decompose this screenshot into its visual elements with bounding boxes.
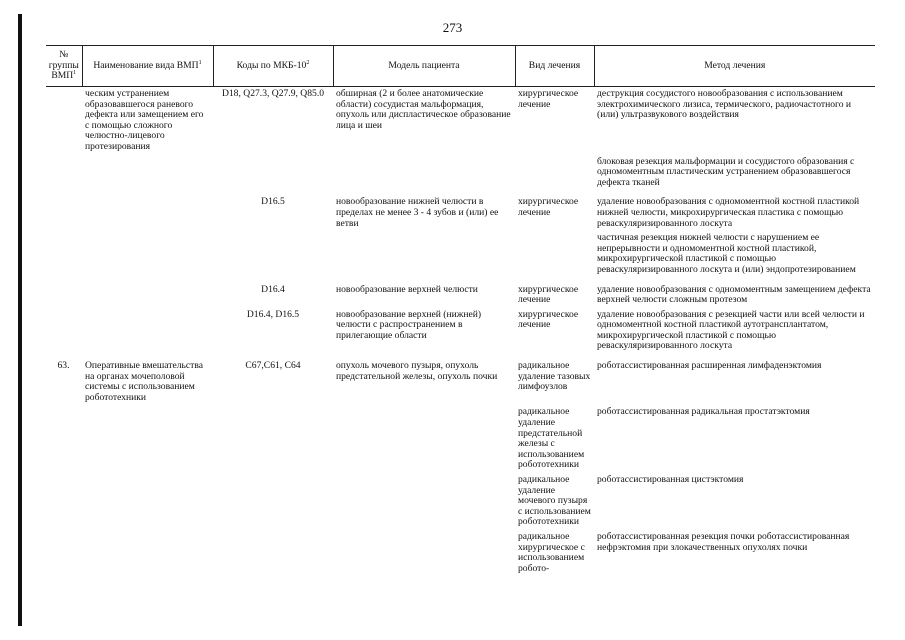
cell-treatment [515,155,594,191]
cell-num [46,530,82,576]
cell-codes [213,231,333,277]
table-row [46,405,875,473]
page-number: 273 [442,20,463,35]
cell-model: новообразование верхней челюсти [336,283,478,295]
cell-codes: D18, Q27.3, Q27.9, Q85.0 [221,88,325,99]
cell-vmp [82,473,213,530]
header-group-no: № группы ВМП$^1$ [46,46,82,87]
table-header-row [46,46,875,87]
table-row [46,530,875,576]
left-margin-bar [18,14,22,626]
cell-treatment: радикальное хирургическое с использованием робото- [518,530,585,574]
cell-method: роботассистированная резекция почки роботассистированная нефрэктомия при злокачественных опухолях почки [597,530,850,553]
cell-model: новообразование нижней челюсти в пределах не менее 3 - 4 зубов и (или) ее ветви [336,196,499,229]
table-row [46,473,875,530]
cell-codes: C67,C61, C64 [245,360,301,372]
cell-codes [213,530,333,576]
cell-model: обширная (2 и более анатомические области) сосудистая мальформация, опухоль или диспластическое образование лица и шеи [336,88,511,131]
cell-treatment: хирургическое лечение [518,308,579,331]
cell-method: деструкция сосудистого новообразования с использованием электрохимического лизиса, термического, радиочастотного и (или) ультразвукового воздействия [597,88,852,121]
cell-method: удаление новообразования с резекцией части или всей челюсти и одномоментной костной пластикой аутотрансплантатом, микрохирургической пластикой с помощью реваскуляризированного лоскута [597,308,865,352]
cell-vmp [82,530,213,576]
cell-treatment: хирургическое лечение [518,283,579,306]
cell-num [46,155,82,191]
cell-num [46,190,82,231]
header-mkb-codes: Коды по МКБ-$10^2$ [213,46,333,87]
cell-vmp [82,231,213,277]
cell-codes [213,405,333,473]
cell-num [46,87,82,155]
cell-vmp [82,155,213,191]
table-row [46,308,875,354]
cell-treatment: хирургическое лечение [518,88,579,110]
cell-treatment [515,231,594,277]
cell-vmp: ческим устранением образовавшегося раневого дефекта или замещением его с помощью сложного челюстно-лицевого протезирования [85,88,204,152]
cell-vmp [82,278,213,308]
cell-model [333,231,515,277]
header-patient-model: Модель пациента [333,46,515,87]
cell-method: блоковая резекция мальформации и сосудистого образования с одномоментным пластическим устранением образовавшегося дефекта тканей [597,155,855,188]
table-row [46,155,875,191]
cell-codes: D16.4 [261,283,285,295]
cell-model: опухоль мочевого пузыря, опухоль предстательной железы, опухоль почки [336,360,498,382]
cell-method: удаление новообразования с одномоментной костной пластикой нижней челюсти, микрохирургическая пластика с помощью реваскуляризированного лоскута [597,196,860,229]
cell-method: роботассистированная цистэктомия [597,474,744,485]
cell-method: роботассистированная радикальная простатэктомия [597,406,810,418]
table-row [46,278,875,308]
cell-treatment: радикальное удаление тазовых лимфоузлов [518,360,591,393]
table-row [46,231,875,277]
header-method: Метод лечения [594,46,875,87]
cell-treatment: радикальное удаление предстательной железы с использованием робототехники [518,406,585,471]
table-row [46,354,875,405]
cell-vmp [82,308,213,354]
cell-num [46,473,82,530]
cell-vmp: Оперативные вмешательства на органах мочеполовой системы с использованием робототехники [85,360,204,403]
cell-model: новообразование верхней (нижней) челюсти с распространением в прилегающие области [336,308,482,341]
cell-method: удаление новообразования с одномоментным замещением дефекта верхней челюсти сложным протезом [597,283,871,306]
vmp-table [46,45,875,576]
cell-treatment: хирургическое лечение [518,196,579,218]
cell-model [333,530,515,576]
cell-num [46,405,82,473]
cell-method: роботассистированная расширенная лимфаденэктомия [597,360,822,372]
cell-codes [213,155,333,191]
cell-num [46,308,82,354]
cell-codes [213,473,333,530]
cell-num [46,231,82,277]
cell-codes: D16.4, D16.5 [246,308,300,320]
header-vmp-type: Наименование вида ВМП$^1$ [82,46,213,87]
cell-method: частичная резекция нижней челюсти с нарушением ее непрерывности и одномоментной костной пластикой, микрохирургической пластикой с помощью реваскуляризированного лоскута и (или) эндопротезированием [597,232,856,275]
cell-treatment: радикальное удаление мочевого пузыря с использованием робототехники [518,474,591,528]
cell-codes: D16.5 [261,196,285,208]
cell-vmp [82,190,213,231]
table-row [46,190,875,231]
cell-vmp [82,405,213,473]
cell-model [333,473,515,530]
header-treatment-type: Вид лечения [515,46,594,87]
cell-num: 63. [57,360,70,372]
cell-model [333,155,515,191]
cell-model [333,405,515,473]
table-row [46,87,875,155]
cell-num [46,278,82,308]
